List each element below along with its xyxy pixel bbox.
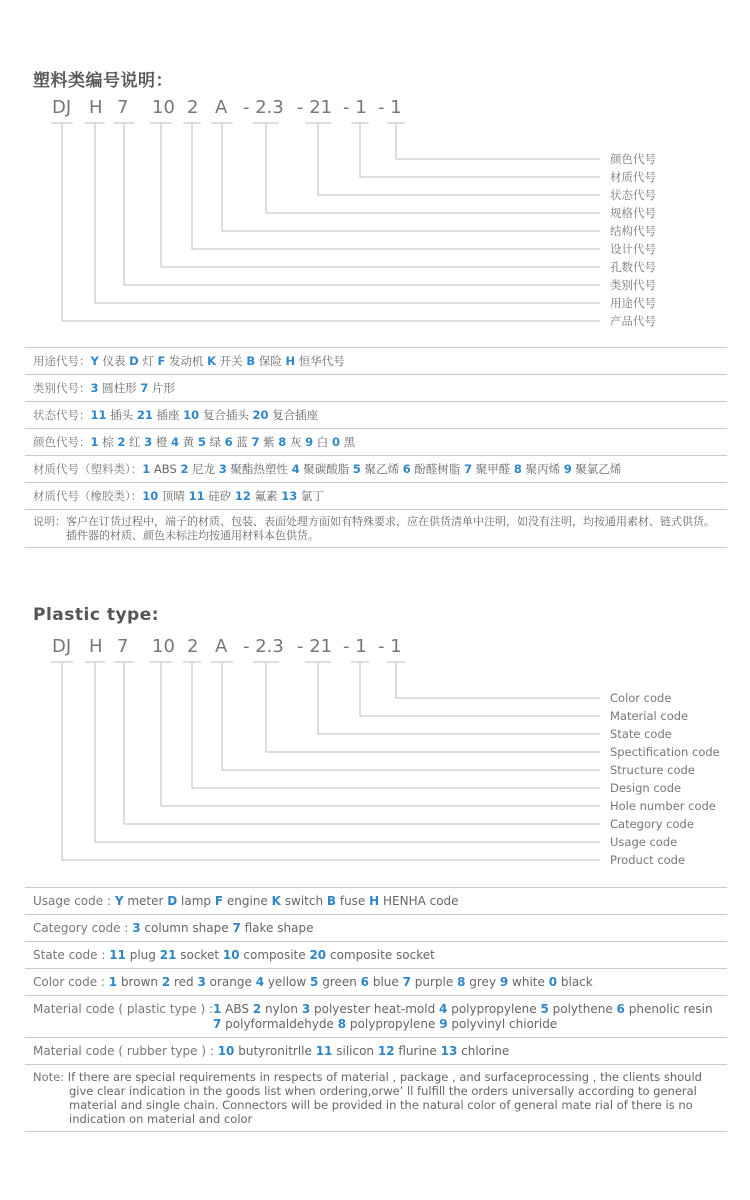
- code-value: H: [285, 354, 296, 368]
- code-meaning: composite: [239, 948, 310, 962]
- table-row: [25, 996, 727, 1038]
- code-meaning: 插座: [152, 408, 184, 422]
- code-segment: 7: [117, 97, 129, 118]
- code-meaning: 酚醛树脂: [410, 462, 465, 476]
- code-meaning: grey: [465, 975, 500, 989]
- code-segment: 10: [152, 97, 175, 118]
- code-meaning: butyronitrlle: [234, 1044, 316, 1058]
- code-meaning: 复合插头: [199, 408, 253, 422]
- code-value: 5: [197, 435, 206, 449]
- code-meaning: polyformaldehyde: [221, 1017, 338, 1031]
- row-label: 用途代号：: [33, 354, 91, 368]
- code-meaning: polyester heat-mold: [310, 1002, 440, 1016]
- code-meaning: 保险: [255, 354, 286, 368]
- code-value: 3: [301, 1002, 311, 1016]
- code-meaning: 氯丁: [297, 489, 324, 503]
- code-value: 8: [457, 975, 466, 989]
- code-segment: DJ: [52, 97, 72, 118]
- code-value: 20: [309, 948, 327, 962]
- table-row: [25, 969, 727, 996]
- code-value: K: [271, 894, 281, 908]
- row-label: 材质代号（塑料类）：: [33, 462, 143, 476]
- code-segment: H: [89, 97, 103, 118]
- code-meaning: 发动机: [165, 354, 208, 368]
- code-value: 0: [331, 435, 340, 449]
- code-segment: - 1: [378, 636, 402, 657]
- code-segment: A: [215, 97, 228, 118]
- code-value: 3: [197, 975, 206, 989]
- code-meaning: 黄: [179, 435, 198, 449]
- code-segment: - 1: [343, 636, 367, 657]
- code-value: K: [207, 354, 217, 368]
- code-value: 6: [402, 462, 411, 476]
- code-meaning: plug: [125, 948, 160, 962]
- code-meaning: 仪表: [98, 354, 130, 368]
- code-value: 3: [90, 381, 99, 395]
- code-meaning: 橙: [152, 435, 171, 449]
- code-value: 7: [212, 1017, 222, 1031]
- code-segment: - 21: [297, 636, 333, 657]
- code-label: 产品代号: [610, 314, 656, 328]
- code-value: 10: [217, 1044, 235, 1058]
- code-value: 10: [142, 489, 159, 503]
- code-value: 2: [117, 435, 126, 449]
- code-meaning: composite socket: [326, 948, 435, 962]
- code-meaning: 聚氯乙烯: [571, 462, 622, 476]
- code-value: 4: [170, 435, 179, 449]
- code-value: 2: [252, 1002, 262, 1016]
- table-row: [25, 915, 727, 942]
- code-table: [25, 887, 727, 1132]
- code-value: 7: [140, 381, 149, 395]
- code-segment: - 2.3: [243, 97, 284, 118]
- code-value: 7: [402, 975, 411, 989]
- code-segment: DJ: [52, 636, 72, 657]
- code-value: 10: [222, 948, 240, 962]
- code-value: 7: [232, 921, 241, 935]
- code-label: Product code: [610, 853, 686, 867]
- code-value: 11: [90, 408, 107, 422]
- code-value: 5: [310, 975, 319, 989]
- code-value: 13: [281, 489, 298, 503]
- code-meaning: white: [508, 975, 549, 989]
- code-value: H: [369, 894, 380, 908]
- code-value: 9: [563, 462, 572, 476]
- row-label: State code :: [33, 948, 110, 962]
- row-label: Category code :: [33, 921, 133, 935]
- row-label: Usage code :: [33, 894, 115, 908]
- code-value: 1: [108, 975, 118, 989]
- code-value: 11: [315, 1044, 333, 1058]
- code-label: Usage code: [610, 835, 678, 849]
- code-meaning: 红: [125, 435, 145, 449]
- code-label: Category code: [610, 817, 694, 831]
- code-value: 1: [90, 435, 99, 449]
- code-value: 7: [251, 435, 260, 449]
- connector-line: [62, 662, 600, 860]
- connector-line: [124, 662, 600, 824]
- code-segment: - 2.3: [243, 636, 284, 657]
- code-value: Y: [114, 894, 124, 908]
- code-meaning: 片形: [148, 381, 175, 395]
- code-value: B: [246, 354, 256, 368]
- code-meaning: 黑: [339, 435, 356, 449]
- code-label: 孔数代号: [610, 260, 656, 274]
- code-meaning: black: [557, 975, 593, 989]
- code-label: 结构代号: [610, 224, 656, 238]
- code-meaning: brown: [117, 975, 162, 989]
- section-heading: 塑料类编号说明：: [33, 71, 173, 91]
- code-segment: H: [89, 636, 103, 657]
- code-meaning: lamp: [177, 894, 215, 908]
- row-label: 状态代号：: [33, 408, 91, 422]
- code-segment: 2: [187, 636, 199, 657]
- code-label: 设计代号: [610, 242, 656, 256]
- code-meaning: red: [170, 975, 198, 989]
- code-value: 4: [255, 975, 265, 989]
- code-value: 3: [132, 921, 141, 935]
- table-row: [25, 1038, 727, 1065]
- code-meaning: column shape: [140, 921, 233, 935]
- code-meaning: 尼龙: [188, 462, 219, 476]
- code-segment: A: [215, 636, 228, 657]
- code-label: 规格代号: [610, 206, 656, 220]
- code-value: 2: [180, 462, 189, 476]
- row-label: Material code ( rubber type ) :: [33, 1044, 218, 1058]
- code-meaning: 聚碳酸脂: [299, 462, 353, 476]
- table-row: [25, 888, 727, 915]
- code-value: 9: [305, 435, 314, 449]
- code-meaning: flake shape: [240, 921, 314, 935]
- code-meaning: fuse: [336, 894, 370, 908]
- row-values: [213, 1002, 713, 1032]
- code-value: 3: [144, 435, 153, 449]
- code-meaning: 棕: [98, 435, 118, 449]
- code-value: 4: [291, 462, 300, 476]
- code-meaning: 蓝: [232, 435, 252, 449]
- code-value: 1: [212, 1002, 222, 1016]
- code-meaning: ABS: [150, 462, 181, 476]
- code-meaning: HENHA code: [379, 894, 459, 908]
- code-value: 20: [252, 408, 269, 422]
- code-label: State code: [610, 727, 672, 741]
- code-segment: - 21: [297, 97, 333, 118]
- code-meaning: silicon: [332, 1044, 378, 1058]
- code-segment: - 1: [343, 97, 367, 118]
- code-meaning: 硅矽: [204, 489, 235, 503]
- code-value: 10: [183, 408, 200, 422]
- code-meaning: flurine: [394, 1044, 441, 1058]
- code-label: Color code: [610, 691, 672, 705]
- section-heading: Plastic type:: [33, 605, 160, 625]
- code-label: 颜色代号: [610, 152, 656, 166]
- code-meaning: polythene: [548, 1002, 617, 1016]
- code-value: 2: [161, 975, 171, 989]
- code-meaning: 紫: [259, 435, 279, 449]
- code-value: 5: [352, 462, 361, 476]
- code-meaning: 聚甲醛: [472, 462, 514, 476]
- table-row: [25, 942, 727, 969]
- code-meaning: blue: [369, 975, 403, 989]
- connector-line: [266, 662, 600, 752]
- code-value: 3: [218, 462, 227, 476]
- code-meaning: 顶晴: [158, 489, 189, 503]
- code-label: Structure code: [610, 763, 695, 777]
- code-label: Design code: [610, 781, 682, 795]
- code-value: 21: [159, 948, 177, 962]
- code-meaning: nylon: [261, 1002, 302, 1016]
- code-meaning: 绿: [205, 435, 225, 449]
- connector-line: [396, 662, 600, 698]
- code-meaning: 灯: [138, 354, 158, 368]
- code-value: 5: [540, 1002, 549, 1016]
- code-value: 6: [224, 435, 233, 449]
- code-label: Spectification code: [610, 745, 720, 759]
- code-label: 状态代号: [610, 188, 656, 202]
- code-value: F: [157, 354, 166, 368]
- code-value: 1: [142, 462, 151, 476]
- code-meaning: engine: [223, 894, 272, 908]
- code-meaning: 恒华代号: [295, 354, 345, 368]
- code-meaning: polyvinyl chioride: [447, 1017, 558, 1031]
- code-meaning: 灰: [286, 435, 306, 449]
- code-value: 8: [278, 435, 287, 449]
- code-segment: 7: [117, 636, 129, 657]
- code-label: Hole number code: [610, 799, 716, 813]
- code-meaning: phenolic resin: [624, 1002, 713, 1016]
- row-label: 类别代号：: [33, 381, 91, 395]
- code-value: 6: [616, 1002, 625, 1016]
- code-meaning: 开关: [216, 354, 247, 368]
- code-value: 4: [439, 1002, 448, 1016]
- code-meaning: purple: [410, 975, 458, 989]
- code-segment: 10: [152, 636, 175, 657]
- code-value: 8: [337, 1017, 347, 1031]
- code-meaning: polypropylene: [447, 1002, 541, 1016]
- code-meaning: green: [318, 975, 361, 989]
- code-value: 11: [188, 489, 205, 503]
- code-value: 0: [548, 975, 558, 989]
- note-text: If there are special requirements in respects of material , package , and surfaceprocessing , the clients should give clear indication in the goods list when ordering,orwe’ ll fulfill the orders universally according to general material and single chain. Connectors will be provided in the natural color of general mate rial of there is no indication on material and color: [67, 1070, 702, 1126]
- code-value: F: [214, 894, 224, 908]
- code-meaning: 白: [313, 435, 332, 449]
- row-label: 颜色代号：: [33, 435, 91, 449]
- row-label: Color code :: [33, 975, 109, 989]
- code-label: 材质代号: [610, 170, 656, 184]
- code-segment: - 1: [378, 97, 402, 118]
- code-value: 6: [360, 975, 370, 989]
- code-value: Y: [90, 354, 99, 368]
- code-value: 9: [439, 1017, 448, 1031]
- code-value: 11: [109, 948, 126, 962]
- code-value: 9: [499, 975, 509, 989]
- note-row: [25, 1065, 727, 1132]
- code-meaning: socket: [176, 948, 223, 962]
- code-meaning: 聚丙烯: [521, 462, 564, 476]
- code-value: D: [167, 894, 178, 908]
- row-label: 材质代号（橡胶类）：: [33, 489, 143, 503]
- code-value: D: [129, 354, 139, 368]
- code-meaning: orange: [205, 975, 256, 989]
- code-meaning: ABS: [221, 1002, 253, 1016]
- code-label: 类别代号: [610, 278, 656, 292]
- code-value: 8: [513, 462, 522, 476]
- code-meaning: 聚乙烯: [360, 462, 403, 476]
- code-meaning: 圆柱形: [98, 381, 141, 395]
- code-meaning: 复合插座: [268, 408, 319, 422]
- code-value: 12: [377, 1044, 395, 1058]
- note-text: 客户在订货过程中，端子的材质、包装、表面处理方面如有特殊要求，应在供货清单中注明，如没有注明，均按通用素材、链式供货。插件器的材质、颜色未标注均按通用材料本色供货。: [66, 515, 715, 542]
- code-meaning: meter: [123, 894, 168, 908]
- code-value: 7: [464, 462, 473, 476]
- code-value: B: [326, 894, 337, 908]
- code-meaning: 聚酯热塑性: [226, 462, 292, 476]
- code-meaning: yellow: [264, 975, 311, 989]
- note-label: Note:: [33, 1070, 68, 1084]
- code-label: Material code: [610, 709, 689, 723]
- code-meaning: 插头: [106, 408, 137, 422]
- code-meaning: polypropylene: [346, 1017, 440, 1031]
- code-value: 21: [136, 408, 153, 422]
- code-meaning: chlorine: [457, 1044, 510, 1058]
- code-value: 12: [234, 489, 251, 503]
- code-meaning: switch: [280, 894, 327, 908]
- row-label: Material code ( plastic type ) :: [33, 1002, 213, 1016]
- code-label: 用途代号: [610, 296, 656, 310]
- code-value: 13: [440, 1044, 458, 1058]
- code-meaning: 氟素: [250, 489, 282, 503]
- note-label: 说明：: [33, 515, 66, 528]
- code-segment: 2: [187, 97, 199, 118]
